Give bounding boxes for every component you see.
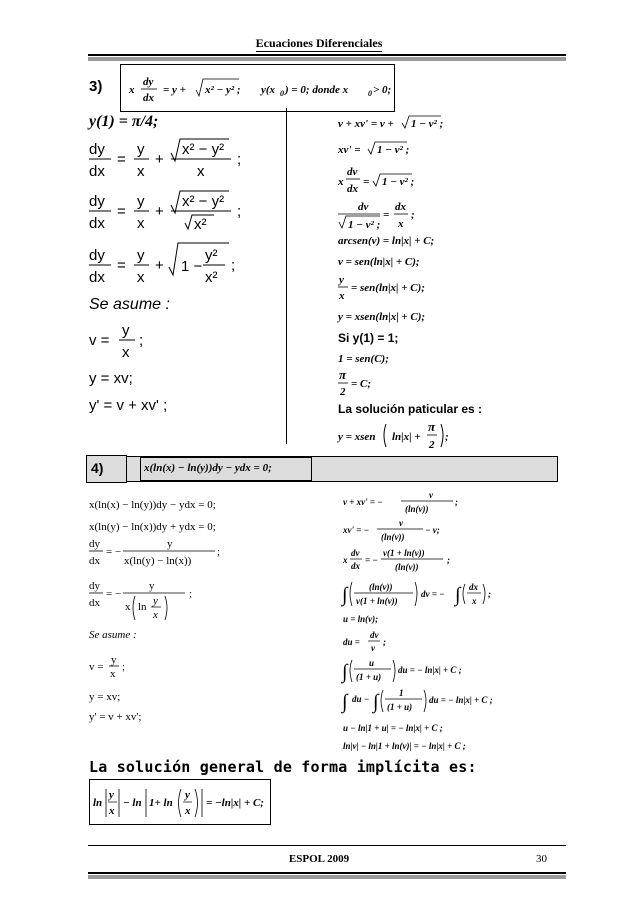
svg-text:=: = [363,176,370,188]
svg-text:0: 0 [368,89,372,98]
svg-text:v + xv' = v +: v + xv' = v + [338,118,394,130]
problem4-right-derivation [343,488,553,754]
svg-text:> 0;: > 0; [373,84,392,96]
svg-text:xv' = −: xv' = − [343,525,370,535]
svg-text:y: y [149,580,155,592]
svg-text:x: x [339,290,345,302]
conclusion-formula [90,780,270,824]
p3-left-yprime: y' = v + xv' ; [89,397,168,414]
svg-text:dv = −: dv = − [421,589,445,599]
page-header [0,36,638,51]
p4-right-step-10: ln|v| − ln|1 + ln(v)| = − ln|x| + C ; [343,741,466,751]
problem4-left-derivation [89,492,299,742]
p3-right-step-13 [336,419,449,451]
problem3-left-derivation [89,133,289,433]
svg-text:dy: dy [89,247,105,264]
p3-right-step-1 [338,116,443,130]
svg-text:y: y [137,247,145,264]
svg-text:v + xv' = −: v + xv' = − [343,497,383,507]
svg-text:v: v [399,518,403,528]
svg-text:dx: dx [89,215,105,232]
svg-text:+: + [155,151,164,168]
p4-left-step-1: x(ln(x) − ln(y))dy − ydx = 0; [89,499,216,511]
svg-text:=: = [117,203,126,220]
svg-text:x: x [472,596,477,606]
svg-text:= y +: = y + [163,84,186,96]
svg-text:;: ; [189,588,193,600]
svg-text:y: y [111,654,117,666]
svg-text:dv: dv [370,630,379,640]
problem3-label: 3) [89,78,103,95]
svg-text:ln: ln [93,797,103,809]
svg-text:− ln: − ln [123,797,142,809]
svg-text:π: π [428,419,436,434]
footer-rule-shadow [88,875,566,879]
svg-text:v: v [371,643,375,653]
svg-text:y: y [109,789,114,801]
svg-text:∫: ∫ [342,661,348,683]
svg-text:dv: dv [347,166,358,178]
svg-text:dv: dv [358,201,369,213]
svg-text:y: y [122,322,130,339]
svg-text:1+ ln: 1+ ln [149,797,173,809]
svg-text:v =: v = [89,661,104,673]
svg-text:1 − v² ;: 1 − v² ; [377,144,410,156]
svg-text:dx: dx [89,269,105,286]
svg-text:;: ; [383,637,386,647]
footer-center: ESPOL 2009 [288,853,350,865]
svg-text:;: ; [231,257,236,274]
svg-text:x: x [125,601,131,613]
svg-text:y: y [153,595,158,607]
svg-text:x: x [137,163,145,180]
svg-text:(ln(v)): (ln(v)) [405,504,429,514]
problem3-divider [286,108,287,444]
svg-text:= −: = − [106,546,122,558]
svg-text:dx: dx [395,201,406,213]
svg-text:v(1 + ln(v)): v(1 + ln(v)) [356,596,398,606]
svg-text:x²: x² [194,216,207,233]
svg-text:x² − y² ;: x² − y² ; [205,84,241,96]
p3-left-v-def [89,317,189,365]
svg-text:= sen(ln|x| + C);: = sen(ln|x| + C); [351,282,425,294]
svg-text:dx: dx [89,597,100,609]
svg-text:x: x [343,555,348,565]
p4-left-step-7: y = xv; [89,691,121,703]
svg-text:dx: dx [89,163,105,180]
svg-text:=: = [117,151,126,168]
svg-text:y = xsen: y = xsen [338,431,376,443]
svg-text:= −: = − [365,555,378,565]
p3-right-step-4 [338,201,415,231]
svg-text:dx: dx [347,183,358,195]
svg-text:=: = [117,257,126,274]
svg-text:x: x [137,215,145,232]
svg-text:v: v [429,490,433,500]
svg-text:) = 0; donde x: ) = 0; donde x [285,84,349,96]
svg-text:x: x [110,668,116,680]
svg-text:du =: du = [343,637,360,647]
svg-text:dx: dx [469,582,478,592]
header-title: Ecuaciones Diferenciales [255,36,383,50]
problem4-equation-box [140,457,312,481]
svg-text:;: ; [445,431,449,443]
svg-text:v =: v = [89,332,110,349]
svg-text:π: π [339,367,347,382]
svg-text:y²: y² [205,247,218,264]
svg-text:∫: ∫ [342,691,348,713]
svg-text:y: y [137,141,145,158]
p3-right-step-8: y = xsen(ln|x| + C); [338,311,426,323]
svg-text:x: x [129,84,135,96]
svg-text:xv' =: xv' = [338,144,361,156]
p3-left-assume: Se asume : [89,296,170,313]
svg-text:x: x [338,176,344,188]
svg-text:(1 + u): (1 + u) [387,702,413,712]
p3-right-step-3 [337,166,414,195]
problem4-label: 4) [91,460,104,476]
svg-text:dy: dy [89,580,100,592]
problem4-equation: x(ln(x) − ln(y))dy − ydx = 0; [144,462,272,474]
p4-left-step-2: x(ln(y) − ln(x))dy + ydx = 0; [89,521,216,533]
svg-text:y(x: y(x [261,84,276,96]
p4-left-step-8: y' = v + xv'; [89,711,142,723]
svg-text:x: x [185,805,191,817]
svg-text:x: x [109,805,115,817]
svg-text:dv: dv [351,548,360,558]
svg-text:;: ; [237,203,242,220]
svg-text:= −ln|x| + C;: = −ln|x| + C; [206,797,264,809]
p3-left-step-1 [89,139,241,180]
p3-left-step-2 [89,191,241,233]
conclusion-formula-box [89,779,271,825]
p3-right-step-5: arcsen(v) = ln|x| + C; [338,235,435,247]
footer-rule [88,845,566,846]
svg-text:(1 + u): (1 + u) [356,672,382,682]
header-rule [88,54,566,56]
p4-right-step-7 [340,658,462,684]
svg-text:;: ; [217,546,221,558]
svg-text:∫: ∫ [342,584,348,606]
problem3-equation-box [120,64,395,112]
p4-left-step-4 [89,580,192,621]
svg-text:+: + [155,257,164,274]
svg-text:du −: du − [352,694,370,704]
p4-right-step-5: u = ln(v); [343,614,379,624]
svg-text:ln|x| +: ln|x| + [392,431,421,443]
svg-text:;: ; [455,497,458,507]
svg-text:ln: ln [138,601,147,613]
svg-text:1 − v² ;: 1 − v² ; [348,219,381,231]
p4-left-step-5: Se asume : [89,629,137,641]
svg-text:+: + [155,203,164,220]
p3-right-step-2 [337,142,409,156]
svg-text:x: x [153,609,158,621]
svg-text:(ln(v)): (ln(v)) [395,562,419,572]
svg-text:= C;: = C; [351,378,372,390]
p4-right-step-3 [342,548,450,572]
svg-text:(ln(v)): (ln(v)) [381,532,405,542]
svg-text:dy: dy [143,76,154,88]
p3-right-step-6: v = sen(ln|x| + C); [338,256,420,268]
p3-left-step-3 [89,243,235,286]
p3-right-step-9: Si y(1) = 1; [338,331,399,345]
p3-left-y-xv: y = xv; [89,370,133,387]
svg-text:dx: dx [143,92,154,104]
p4-right-step-2 [342,518,440,542]
p4-left-step-3 [89,538,220,567]
footer-rule-bottom [88,872,566,874]
svg-text:= −: = − [106,588,122,600]
svg-text:∫: ∫ [373,691,379,713]
problem3-right-derivation [338,110,538,455]
svg-text:du = − ln|x| + C ;: du = − ln|x| + C ; [429,695,493,705]
svg-text:y: y [185,789,190,801]
svg-text:=: = [383,209,390,221]
header-rule-shadow [88,57,566,61]
svg-text:x(ln(y) − ln(x)): x(ln(y) − ln(x)) [124,555,192,567]
svg-text:u: u [369,658,375,668]
page-number: 30 [536,853,547,865]
p3-right-step-12: La solución paticular es : [338,402,483,416]
p4-right-step-6 [343,630,386,653]
p4-right-step-1 [343,490,458,514]
svg-text:y: y [137,193,145,210]
p3-right-step-7 [337,274,425,302]
svg-text:(ln(v)): (ln(v)) [369,582,393,592]
svg-text:2: 2 [340,386,346,398]
svg-text:dx: dx [89,555,100,567]
svg-text:x² − y²: x² − y² [182,193,225,210]
problem3-condition: y(1) = π/4; [89,113,159,130]
svg-text:1 − v² ;: 1 − v² ; [411,118,444,130]
svg-text:x: x [197,163,205,180]
svg-text:v(1 + ln(v)): v(1 + ln(v)) [383,548,425,558]
svg-text:;: ; [411,209,415,221]
svg-text:1: 1 [399,688,404,698]
problem4-label-box [86,455,127,483]
svg-text:2: 2 [429,439,435,451]
svg-text:dy: dy [89,141,105,158]
p4-right-step-9: u − ln|1 + u| = − ln|x| + C ; [343,723,443,733]
svg-text:;: ; [237,151,242,168]
svg-text:y: y [339,274,344,286]
p4-right-step-4 [340,582,491,607]
svg-text:x²: x² [205,269,218,286]
svg-text:du = − ln|x| + C ;: du = − ln|x| + C ; [398,665,462,675]
svg-text:y: y [167,538,173,550]
p3-right-step-10: 1 = sen(C); [338,353,389,365]
svg-text:0: 0 [280,89,284,98]
svg-text:1 − v² ;: 1 − v² ; [382,176,415,188]
svg-text:dx: dx [351,561,360,571]
svg-text:;: ; [488,589,491,599]
svg-text:dy: dy [89,193,105,210]
svg-text:x² − y²: x² − y² [182,141,225,158]
p4-right-step-8 [340,688,493,714]
svg-text:;: ; [122,661,126,673]
svg-text:;: ; [447,555,450,565]
svg-text:dy: dy [89,538,100,550]
problem3-equation [121,65,394,111]
svg-text:x: x [122,344,130,361]
svg-text:x: x [398,218,404,230]
p3-right-step-11 [338,367,371,398]
svg-text:− v;: − v; [425,525,440,535]
svg-text:1 −: 1 − [181,258,203,275]
svg-text:;: ; [139,332,144,349]
svg-text:∫: ∫ [455,584,461,606]
conclusion-text: La solución general de forma implícita es: [89,758,477,776]
p4-left-step-6 [89,654,125,680]
svg-text:x: x [137,269,145,286]
